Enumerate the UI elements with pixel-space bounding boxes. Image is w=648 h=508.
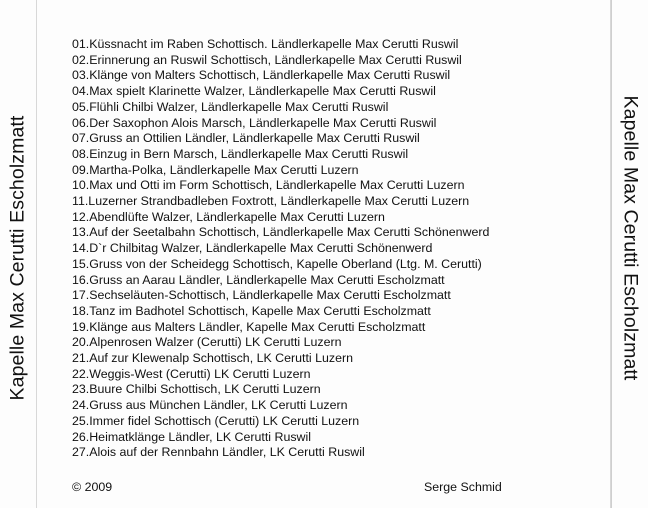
- track-item: 01.Küssnacht im Raben Schottisch. Ländlerkapelle Max Cerutti Ruswil: [72, 37, 459, 51]
- track-item: 19.Klänge aus Malters Ländler, Kapelle Max Cerutti Escholzmatt: [72, 319, 426, 334]
- left-spine: [0, 0, 37, 508]
- left-spine-title: Kapelle Max Cerutti Escholzmatt: [6, 115, 29, 401]
- track-item: 17.Sechseläuten-Schottisch, Ländlerkapelle Max Cerutti Escholzmatt: [72, 288, 451, 303]
- track-item: 10.Max und Otti im Form Schottisch, Ländlerkapelle Max Cerutti Luzern: [72, 178, 465, 193]
- track-item: 05.Flühli Chilbi Walzer, Ländlerkapelle Max Cerutti Ruswil: [72, 99, 389, 114]
- track-item: 12.Abendlüfte Walzer, Ländlerkapelle Max Cerutti Luzern: [72, 209, 385, 224]
- track-item: 03.Klänge von Malters Schottisch, Ländlerkapelle Max Cerutti Ruswil: [72, 68, 451, 83]
- right-spine: [611, 0, 648, 508]
- track-item: 18.Tanz im Badhotel Schottisch, Kapelle Max Cerutti Escholzmatt: [72, 303, 431, 318]
- track-item: 25.Immer fidel Schottisch (Cerutti) LK Cerutti Luzern: [72, 413, 360, 428]
- left-fold-line: [36, 0, 37, 508]
- track-item: 24.Gruss aus München Ländler, LK Cerutti Luzern: [72, 398, 348, 413]
- track-item: 21.Auf zur Klewenalp Schottisch, LK Cerutti Luzern: [72, 351, 354, 366]
- track-item: 11.Luzerner Strandbadleben Foxtrott, Ländlerkapelle Max Cerutti Luzern: [72, 194, 470, 209]
- track-item: 07.Gruss an Ottilien Ländler, Ländlerkapelle Max Cerutti Ruswil: [72, 131, 420, 146]
- track-item: 23.Buure Chilbi Schottisch, LK Cerutti Luzern: [72, 382, 321, 397]
- track-list: [72, 37, 489, 461]
- track-item: 16.Gruss an Aarau Ländler, Ländlerkapelle Max Cerutti Escholzmatt: [72, 272, 445, 287]
- track-item: 06.Der Saxophon Alois Marsch, Ländlerkapelle Max Cerutti Ruswil: [72, 115, 437, 130]
- track-item: 22.Weggis-West (Cerutti) LK Cerutti Luzern: [72, 366, 311, 381]
- track-item: 27.Alois auf der Rennbahn Ländler, LK Cerutti Ruswil: [72, 445, 365, 460]
- track-item: 26.Heimatklänge Ländler, LK Cerutti Ruswil: [72, 429, 311, 444]
- track-item: 04.Max spielt Klarinette Walzer, Ländlerkapelle Max Cerutti Ruswil: [72, 84, 436, 99]
- track-item: 09.Martha-Polka, Ländlerkapelle Max Cerutti Luzern: [72, 162, 359, 177]
- track-item: 13.Auf der Seetalbahn Schottisch, Ländlerkapelle Max Cerutti Schönenwerd: [72, 225, 490, 240]
- track-item: 14.D`r Chilbitag Walzer, Ländlerkapelle Max Cerutti Schönenwerd: [72, 241, 433, 256]
- track-item: 08.Einzug in Bern Marsch, Ländlerkapelle Max Cerutti Ruswil: [72, 146, 409, 161]
- track-item: 20.Alpenrosen Walzer (Cerutti) LK Cerutti Luzern: [72, 335, 342, 350]
- author-name: Serge Schmid: [424, 480, 502, 494]
- track-item: 15.Gruss von der Scheidegg Schottisch, Kapelle Oberland (Ltg. M. Cerutti): [72, 256, 482, 271]
- track-item: 02.Erinnerung an Ruswil Schottisch, Ländlerkapelle Max Cerutti Ruswil: [72, 52, 462, 67]
- copyright-notice: © 2009: [72, 480, 113, 494]
- right-spine-title: Kapelle Max Cerutti Escholzmatt: [619, 95, 642, 381]
